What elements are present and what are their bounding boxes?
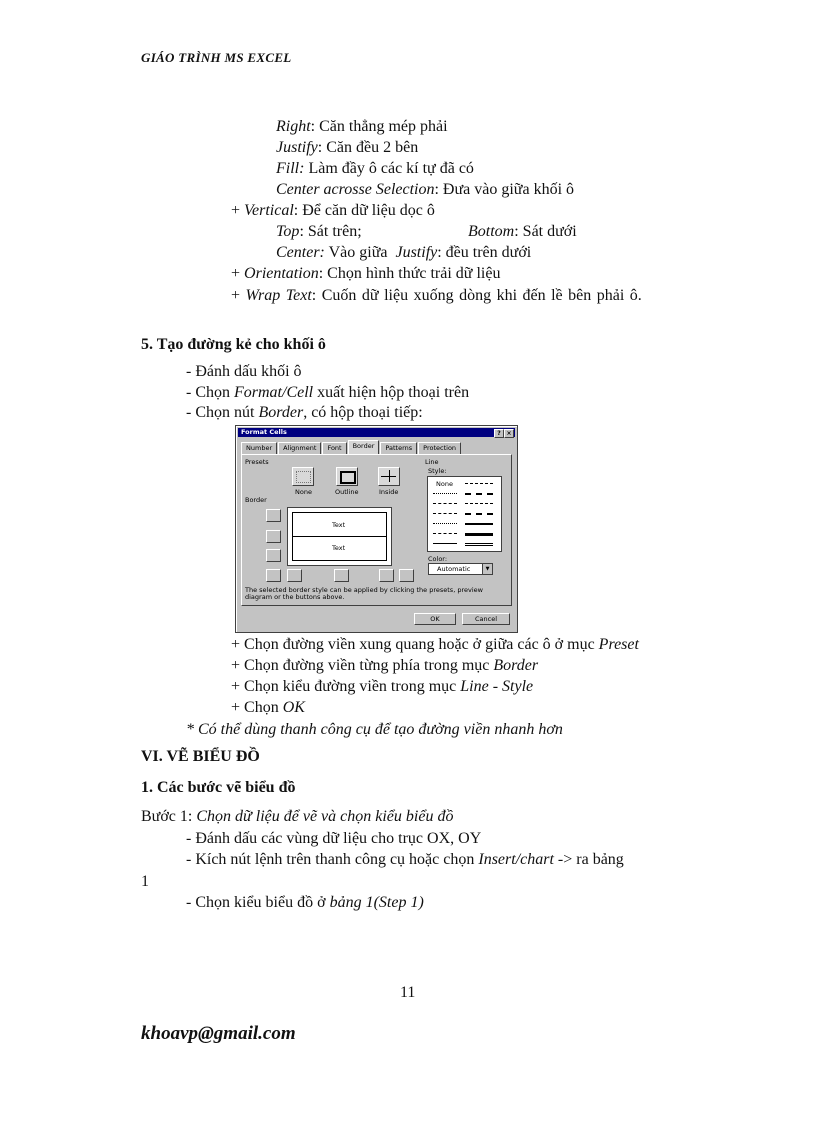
preset-none-button[interactable] — [292, 467, 314, 486]
term2: Bottom — [468, 223, 515, 240]
term: Right — [276, 118, 311, 135]
tab-protection[interactable]: Protection — [418, 442, 461, 455]
desc: : Căn đều 2 bên — [317, 139, 419, 156]
pre: + Chọn kiểu đường viền trong mục — [231, 678, 461, 695]
bullet-line-style — [231, 677, 533, 697]
pre: - Chọn — [186, 384, 234, 401]
term: bảng 1(Step 1) — [329, 894, 424, 911]
border-left-button[interactable] — [287, 569, 302, 582]
term1: Top — [276, 223, 300, 240]
border-diag-up-button[interactable] — [266, 569, 281, 582]
footer-email: khoavp@gmail.com — [141, 1023, 296, 1044]
color-label: Color: — [428, 555, 448, 563]
bullet-border — [231, 656, 538, 676]
desc1: : Sát trên; — [299, 223, 362, 240]
format-cells-dialog — [235, 425, 518, 633]
step-label: Bước 1: — [141, 808, 197, 825]
border-center-button[interactable] — [334, 569, 349, 582]
term: Insert/chart — [478, 851, 554, 868]
border-middle-button[interactable] — [266, 530, 281, 543]
dialog-titlebar — [238, 428, 515, 437]
step-1-item1: - Đánh dấu các vùng dữ liệu cho trục OX, OY — [186, 830, 482, 847]
vertical-line — [231, 201, 435, 221]
post: xuất hiện hộp thoại trên — [313, 384, 470, 401]
border-panel — [241, 454, 512, 606]
preset-none-label: None — [295, 488, 312, 496]
preview-text-top: Text — [332, 521, 346, 529]
desc: : Để căn dữ liệu dọc ô — [293, 202, 435, 219]
term: Fill: — [276, 160, 305, 177]
bullet-preset — [231, 635, 639, 655]
term: Justify — [276, 139, 318, 156]
border-top-button[interactable] — [266, 509, 281, 522]
term: Wrap Text — [245, 287, 312, 304]
line-style-list[interactable] — [427, 476, 502, 552]
prefix: + — [231, 202, 245, 219]
color-value: Automatic — [437, 565, 471, 573]
bottom-item — [468, 222, 577, 242]
section-5-step1: - Đánh dấu khối ô — [186, 363, 302, 380]
term2: Justify — [395, 244, 438, 261]
border-right-button[interactable] — [379, 569, 394, 582]
help-button[interactable]: ? — [494, 429, 504, 438]
preset-inside-label: Inside — [379, 488, 399, 496]
border-diag-down-button[interactable] — [399, 569, 414, 582]
ok-button[interactable]: OK — [414, 613, 456, 625]
preset-outline-button[interactable] — [336, 467, 358, 486]
desc2: : Sát dưới — [514, 223, 577, 240]
align-item-center-across — [276, 180, 574, 200]
term: Format/Cell — [234, 384, 314, 401]
preset-inside-button[interactable] — [378, 467, 400, 486]
pre: - Kích nút lệnh trên thanh công cụ hoặc chọn — [186, 851, 479, 868]
pre: + Chọn đường viền xung quang hoặc ở giữa các ô ở mục — [231, 636, 599, 653]
term: Preset — [598, 636, 639, 653]
term: Vertical — [244, 202, 294, 219]
desc: Làm đầy ô các kí tự đã có — [304, 160, 474, 177]
term: Border — [258, 404, 304, 421]
tab-border[interactable]: Border — [348, 440, 380, 455]
tab-alignment[interactable]: Alignment — [278, 442, 321, 455]
section-6-sub: 1. Các bước vẽ biểu đồ — [141, 779, 296, 796]
pre: + Chọn đường viền từng phía trong mục — [231, 657, 494, 674]
style-none[interactable]: None — [436, 480, 453, 488]
pre: - Chọn kiểu biểu đồ ở — [186, 894, 330, 911]
preset-outline-label: Outline — [335, 488, 359, 496]
border-bottom-button[interactable] — [266, 549, 281, 562]
wrap-line — [231, 286, 642, 306]
tab-number[interactable]: Number — [241, 442, 277, 455]
style-label: Style: — [428, 467, 447, 475]
pre: - Chọn nút — [186, 404, 259, 421]
term: Center acrosse Selection — [276, 181, 435, 198]
center-justify-line — [276, 243, 531, 263]
bullet-ok — [231, 698, 305, 718]
color-select[interactable] — [428, 563, 493, 575]
term: Line - Style — [460, 678, 534, 695]
section-5-step3 — [186, 403, 423, 423]
prefix: + — [231, 265, 245, 282]
desc: : Đưa vào giữa khối ô — [434, 181, 575, 198]
term: Border — [493, 657, 539, 674]
post: , có hộp thoại tiếp: — [303, 404, 423, 421]
close-button[interactable]: × — [504, 429, 514, 438]
pre: + Chọn — [231, 699, 283, 716]
desc: : Chọn hình thức trải dữ liệu — [318, 265, 501, 282]
term: Orientation — [244, 265, 319, 282]
section-6-heading: VI. VẼ BIỂU ĐỒ — [141, 748, 260, 765]
desc: : Căn thẳng mép phải — [310, 118, 448, 135]
cancel-button[interactable]: Cancel — [462, 613, 510, 625]
align-item-fill — [276, 159, 474, 179]
presets-label: Presets — [245, 458, 269, 466]
section-5-heading: 5. Tạo đường kẻ cho khối ô — [141, 336, 326, 353]
border-label: Border — [245, 496, 267, 504]
hint-text: The selected border style can be applied by clicking the presets, preview diagram or the buttons above. — [245, 586, 483, 601]
top-bottom-line — [276, 222, 362, 242]
line-label: Line — [425, 458, 439, 466]
note: * Có thể dùng thanh công cụ để tạo đường viền nhanh hơn — [186, 721, 563, 738]
desc1: Vào giữa — [324, 244, 388, 261]
term: OK — [282, 699, 305, 716]
border-preview[interactable] — [287, 507, 392, 566]
dialog-tabs — [241, 442, 462, 454]
page-number: 11 — [400, 984, 416, 1001]
prefix: + — [231, 287, 246, 304]
chevron-down-icon[interactable]: ▼ — [482, 564, 492, 574]
desc: : Cuốn dữ liệu xuống dòng khi đến lề bên phải ô. — [311, 287, 642, 304]
step-text: Chọn dữ liệu để vẽ và chọn kiểu biểu đồ — [196, 808, 454, 825]
step-1-item2 — [186, 850, 624, 870]
desc2: : đều trên dưới — [437, 244, 532, 261]
section-5-step2 — [186, 383, 469, 403]
orientation-line — [231, 264, 500, 284]
tab-patterns[interactable]: Patterns — [380, 442, 417, 455]
step-1-line — [141, 807, 453, 827]
post: -> ra bảng — [553, 851, 624, 868]
tab-font[interactable]: Font — [322, 442, 346, 455]
step-1-item3 — [186, 893, 424, 913]
term1: Center: — [276, 244, 325, 261]
document-header: GIÁO TRÌNH MS EXCEL — [141, 50, 292, 65]
dialog-title: Format Cells — [241, 428, 287, 436]
align-item-justify — [276, 138, 418, 158]
preview-text-bottom: Text — [332, 544, 346, 552]
align-item-right — [276, 117, 448, 137]
step-1-item2-cont: 1 — [141, 873, 149, 890]
